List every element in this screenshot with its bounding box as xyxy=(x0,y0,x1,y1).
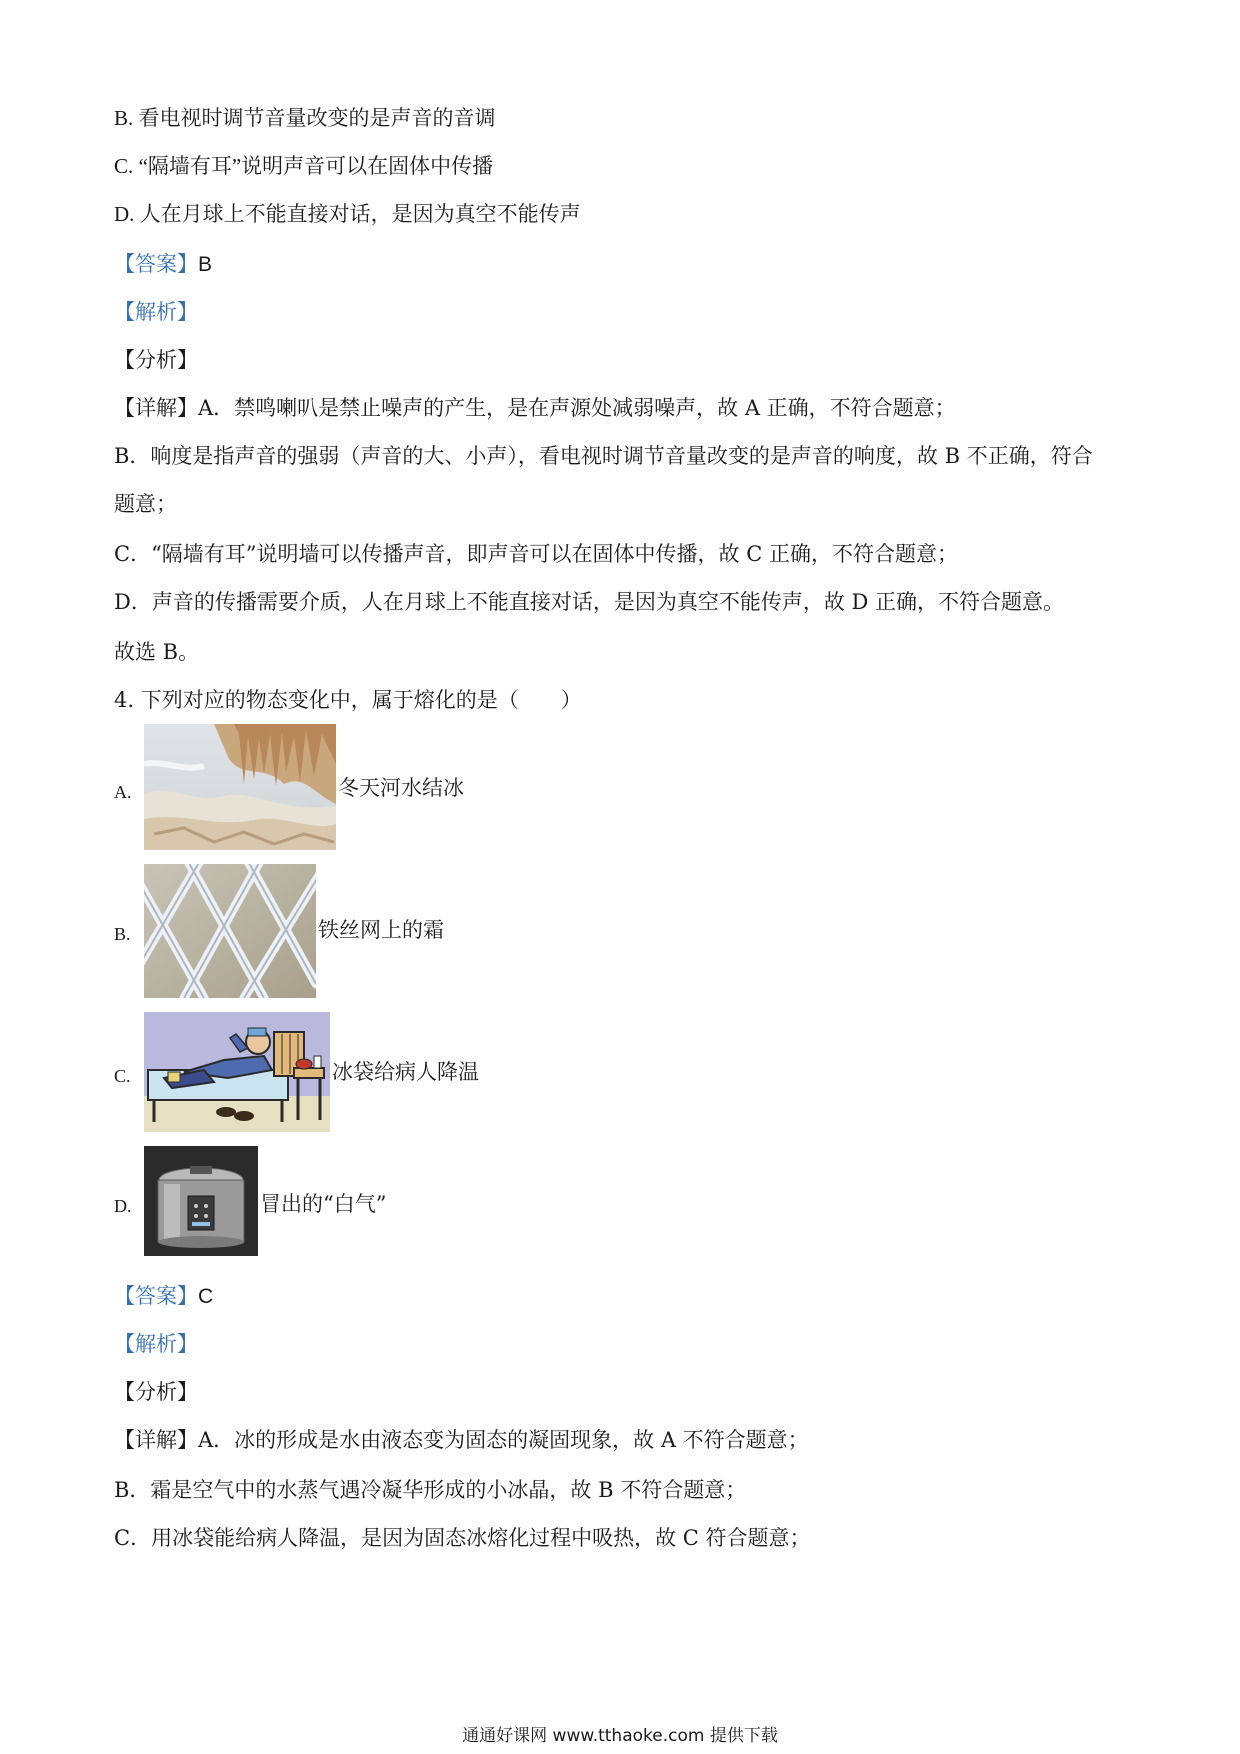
page-footer: 通通好课网 www.tthaoke.com 提供下载 xyxy=(462,1726,778,1746)
option-c-label: C. xyxy=(114,1066,131,1086)
ice-bag-patient-image xyxy=(144,1012,330,1132)
detail-line: 故选 B。 xyxy=(114,640,200,664)
option-d-text: D. 人在月球上不能直接对话，是因为真空不能传声 xyxy=(114,202,581,226)
option-b-label: B. xyxy=(114,924,131,944)
detail-line: B．霜是空气中的水蒸气遇冷凝华形成的小冰晶，故 B 不符合题意； xyxy=(114,1478,747,1502)
fenxi-label: 【分析】 xyxy=(114,348,198,372)
detail-line: B．响度是指声音的强弱（声音的大、小声），看电视时调节音量改变的是声音的响度，故 B 不正确，符合 xyxy=(114,444,1093,468)
detail-line: D．声音的传播需要介质，人在月球上不能直接对话，是因为真空不能传声，故 D 正确，不符合题意。 xyxy=(114,590,1065,614)
option-d-caption: 冒出的“白气” xyxy=(260,1192,387,1216)
answer-line xyxy=(114,1282,213,1311)
frosted-wire-fence-image xyxy=(144,864,316,998)
option-c-text: C. “隔墙有耳”说明声音可以在固体中传播 xyxy=(114,154,494,178)
detail-line: C．“隔墙有耳”说明墙可以传播声音，即声音可以在固体中传播，故 C 正确，不符合题意； xyxy=(114,542,958,566)
analysis-label: 【解析】 xyxy=(114,1332,198,1356)
answer-label: 【答案】 xyxy=(114,252,198,276)
detail-line: 题意； xyxy=(114,492,177,516)
option-b-caption: 铁丝网上的霜 xyxy=(318,918,444,942)
answer-label: 【答案】 xyxy=(114,1284,198,1308)
fenxi-label: 【分析】 xyxy=(114,1380,198,1404)
answer-line xyxy=(114,250,212,279)
option-a-caption: 冬天河水结冰 xyxy=(338,776,464,800)
option-d-label: D. xyxy=(114,1196,132,1216)
question-stem: 4. 下列对应的物态变化中，属于熔化的是（ ） xyxy=(114,688,582,712)
pressure-cooker-image xyxy=(144,1146,258,1256)
option-a-label: A. xyxy=(114,782,132,802)
detail-line: C．用冰袋能给病人降温，是因为固态冰熔化过程中吸热，故 C 符合题意； xyxy=(114,1526,811,1550)
detail-line: 【详解】A．冰的形成是水由液态变为固态的凝固现象，故 A 不符合题意； xyxy=(114,1428,809,1452)
option-b-text: B. 看电视时调节音量改变的是声音的音调 xyxy=(114,106,496,130)
answer-value: B xyxy=(198,253,213,276)
analysis-label: 【解析】 xyxy=(114,300,198,324)
detail-line: 【详解】A．禁鸣喇叭是禁止噪声的产生，是在声源处减弱噪声，故 A 正确，不符合题意； xyxy=(114,396,956,420)
frozen-river-image xyxy=(144,724,336,850)
answer-value: C xyxy=(198,1285,214,1308)
option-c-caption: 冰袋给病人降温 xyxy=(332,1060,479,1084)
